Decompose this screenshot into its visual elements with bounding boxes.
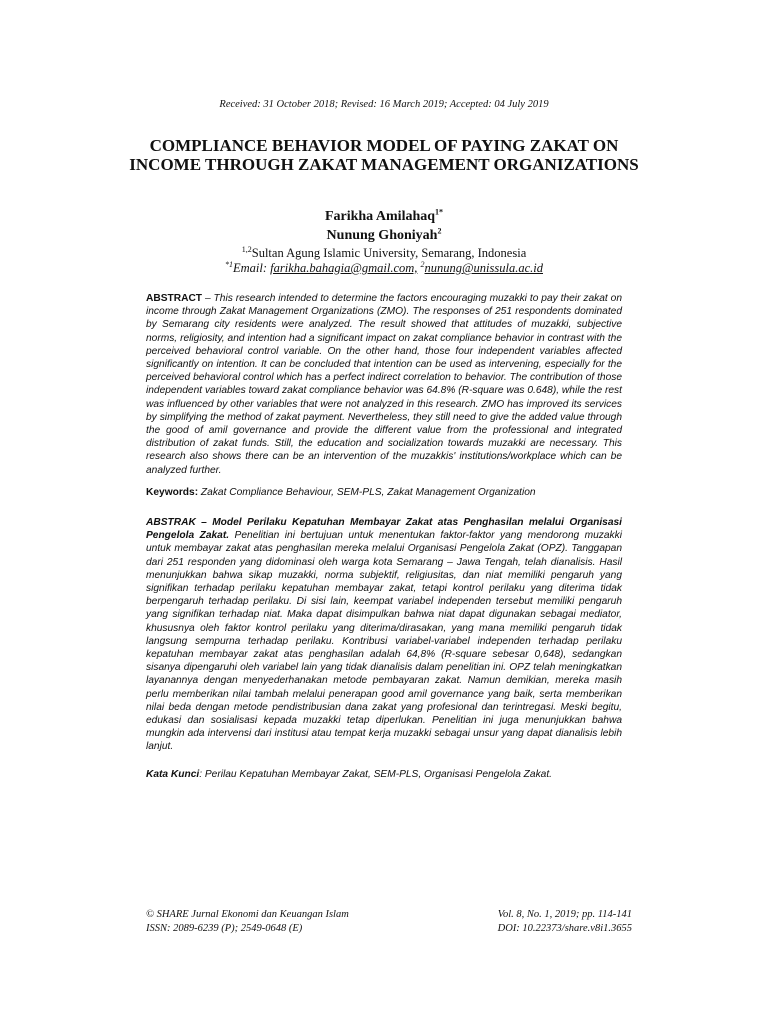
abstract-indonesian xyxy=(146,516,622,754)
author-1-sup: 1* xyxy=(435,207,444,217)
email-label: Email: xyxy=(233,261,271,275)
keywords-indonesian xyxy=(146,768,622,781)
affiliation xyxy=(0,246,768,261)
footer-issue-info xyxy=(460,908,632,936)
abstract-english xyxy=(146,292,622,477)
affiliation-text: Sultan Agung Islamic University, Semarang, Indonesia xyxy=(251,246,527,260)
email-2-sup: 2 xyxy=(420,259,425,269)
keywords-text: Zakat Compliance Behaviour, SEM-PLS, Zakat Management Organization xyxy=(198,487,536,498)
author-2-sup: 2 xyxy=(437,226,442,236)
footer-journal-name: © SHARE Jurnal Ekonomi dan Keuangan Islam xyxy=(146,909,349,920)
footer-doi: DOI: 10.22373/share.v8i1.3655 xyxy=(497,923,632,934)
author-1 xyxy=(0,209,768,225)
footer-issn: ISSN: 2089-6239 (P); 2549-0648 (E) xyxy=(146,923,303,934)
email-2-link[interactable]: nunung@unissula.ac.id xyxy=(424,261,543,275)
affiliation-sup: 1,2 xyxy=(241,244,252,254)
author-2-name: Nunung Ghoniyah xyxy=(326,228,438,243)
kata-kunci-text: : Perilau Kepatuhan Membayar Zakat, SEM-PLS, Organisasi Pengelola Zakat. xyxy=(199,769,552,780)
keywords-english xyxy=(146,486,622,499)
abstrak-label: ABSTRAK – Model Perilaku Kepatuhan Membayar Zakat atas Penghasilan melalui Organisasi Pengelola Zakat. xyxy=(146,517,622,542)
author-2 xyxy=(0,228,768,244)
email-1-link[interactable]: farikha.bahagia@gmail.com, xyxy=(270,261,418,275)
paper-title: COMPLIANCE BEHAVIOR MODEL OF PAYING ZAKAT ON INCOME THROUGH ZAKAT MANAGEMENT ORGANIZATIONS xyxy=(129,136,639,174)
abstrak-body: Penelitian ini bertujuan untuk menentukan faktor-faktor yang mendorong muzakki untuk membayar zakat atas penghasilan mereka melalui Organisasi Pengelola Zakat (OPZ). Tanggapan dari 251 responden yang didominasi oleh warga kota Semarang – Jawa Tengah, telah dianalisis. Hasil menunjukkan bahwa sikap muzakki, norma subjektif, religiusitas, dan niat memiliki pengaruh yang signifikan terhadap perilaku kepatuhan membayar zakat, tetapi kontrol perilaku yang diterima tidak berpengaruh terhadap perilaku. Di sisi lain, keempat variabel independen tersebut memiliki pengaruh yang signifikan terhadap niat. Maka dapat disimpulkan bahwa niat dapat digunakan sebagai mediator, khususnya oleh faktor kontrol perilaku yang diterima/dirasakan, yang mana memiliki pengaruh tidak langsung sempurna terhadap perilaku. Kontribusi variabel-variabel independen terhadap perilaku kepatuhan membayar zakat atas penghasilan adalah 64,8% (R-square sebesar 0,648), sedangkan sisanya dipengaruhi oleh variabel lain yang tidak dianalisis dalam penelitian ini. OPZ telah meningkatkan layanannya dengan menyederhanakan metode pembayaran zakat. Namun demikian, mereka masih perlu memberikan nilai tambah melalui penerapan good amil governance yang baik, serta memberikan nilai beda dengan metode pendistribusian dana zakat yang profesional dan terintregasi. Meski begitu, edukasi dan sosialisasi kepada muzakki tetap diperlukan. Penelitian ini juga menunjukkan bahwa mungkin ada intervensi dari institusi atau tempat kerja muzakki sebagai unsur yang dapat dianalisis lebih lanjut. xyxy=(146,530,622,753)
abstract-label: ABSTRACT xyxy=(146,293,203,304)
author-1-name: Farikha Amilahaq xyxy=(324,209,436,224)
kata-kunci-label: Kata Kunci xyxy=(146,769,200,780)
footer-journal-info xyxy=(146,908,349,936)
footer-volume: Vol. 8, No. 1, 2019; pp. 114-141 xyxy=(497,909,632,920)
abstract-body: – This research intended to determine the factors encouraging muzakki to pay their zakat on income through Zakat Management Organizations (ZMO). The responses of 251 respondents dominated by Semarang city residents were analyzed. The result showed that attitudes of muzakki, subjective norms, religiosity, and intention had a significant impact on zakat compliance behavior in contrast with the perceived behavioral control variable. On the other hand, those four independent variables affected significantly on intention. It can be concluded that intention can be used as intervening, especially for the perceived behavioral control which has a perfect indirect correlation to behavior. The contribution of those independent variables toward zakat compliance behavior was 64.8% (R-square was 0.648), while the rest was influenced by other variables that were not analyzed in this research. ZMO has improved its services by simplifying the method of zakat payment. Nevertheless, they still need to give the added value through the good of amil governance and provide the different value from the professional and integrated distribution of zakat funds. Still, the education and socialization towards muzakki are necessary. This research also shows there can be an intervention of the muzakkis' institutions/workplace which can be analyzed further. xyxy=(146,293,622,476)
email-1-sup: *1 xyxy=(225,259,233,269)
received-dates: Received: 31 October 2018; Revised: 16 March 2019; Accepted: 04 July 2019 xyxy=(219,99,549,110)
author-emails xyxy=(0,261,768,276)
keywords-label: Keywords: xyxy=(146,487,199,498)
